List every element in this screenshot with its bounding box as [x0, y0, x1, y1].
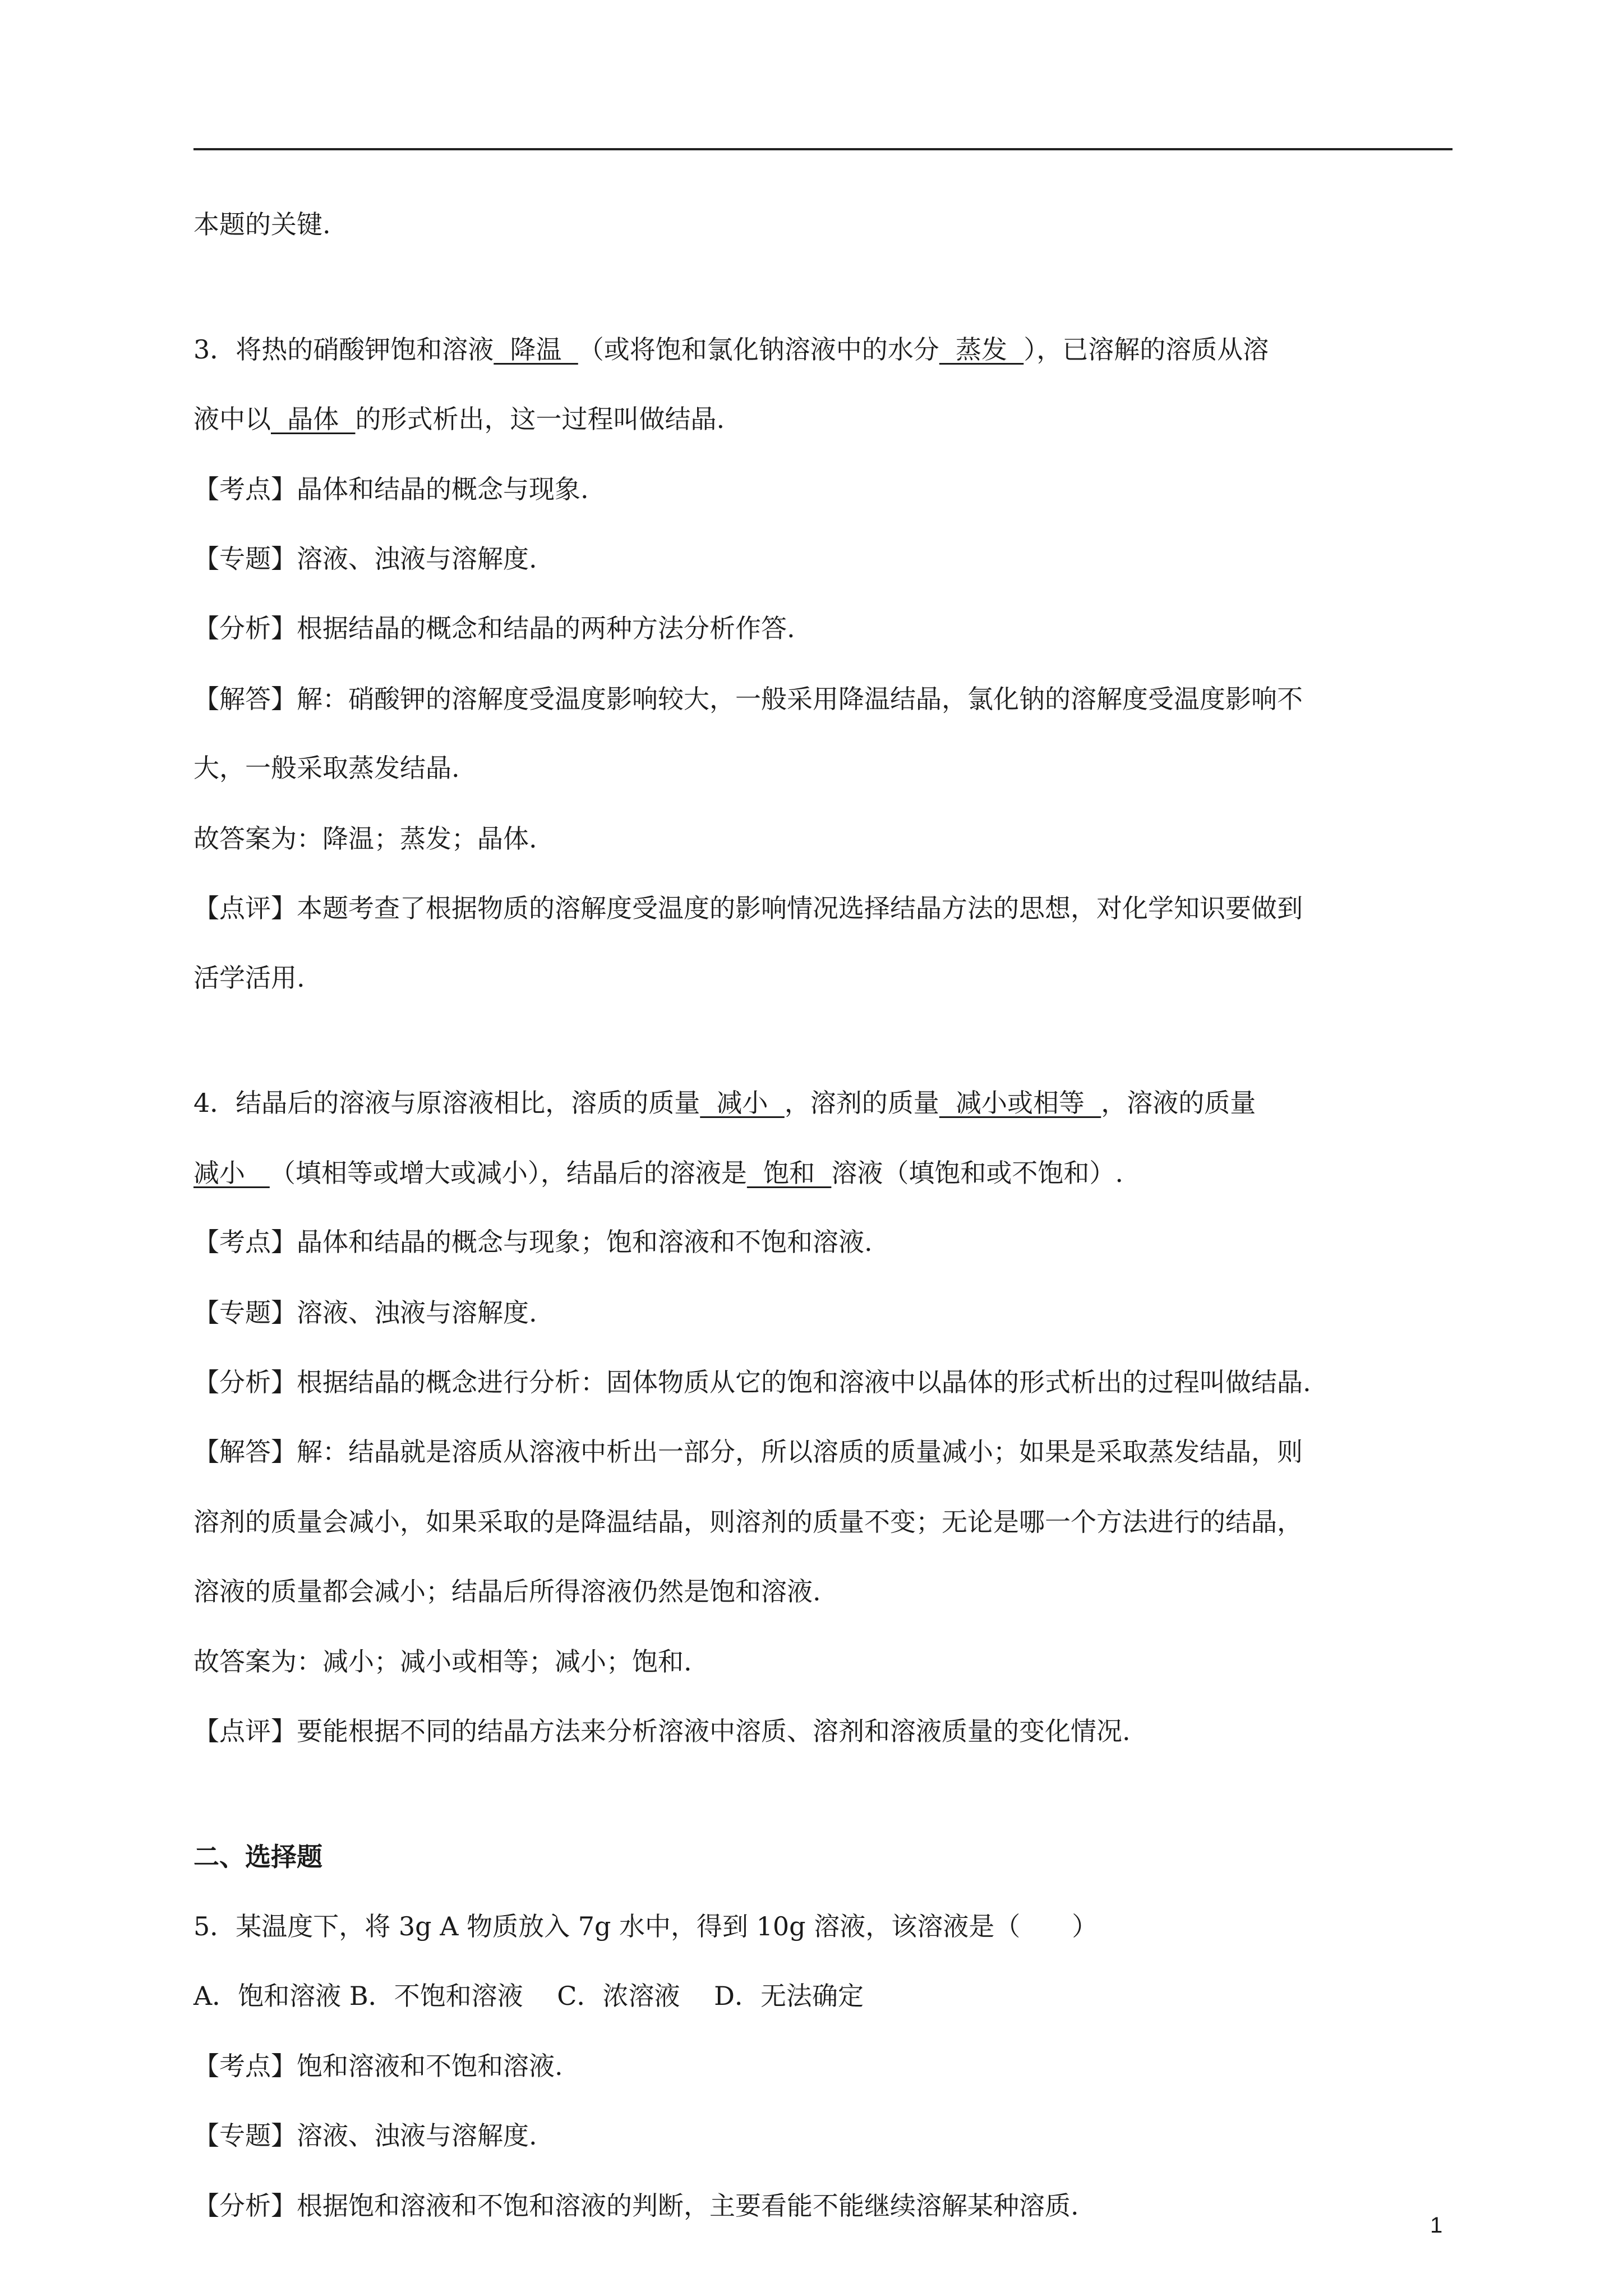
q3-zhuanti: 【专题】溶液、浊液与溶解度. [193, 544, 537, 574]
q3-dianping-line-1: 【点评】本题考查了根据物质的溶解度受温度的影响情况选择结晶方法的思想，对化学知识要做到 [193, 893, 1303, 923]
q3-dianping-line-2: 活学活用. [193, 963, 305, 993]
q4-jieda-line-2: 溶剂的质量会减小，如果采取的是降温结晶，则溶剂的质量不变；无论是哪一个方法进行的结晶， [193, 1507, 1303, 1537]
q4-jieda-line-3: 溶液的质量都会减小；结晶后所得溶液仍然是饱和溶液. [193, 1576, 821, 1607]
q3-blank-1: 降温 [494, 334, 578, 365]
q3-stem-text-4: 液中以 [193, 404, 271, 434]
q3-stem-text-2: （或将饱和氯化钠溶液中的水分 [578, 334, 939, 365]
q3-jieda-line-1: 【解答】解：硝酸钾的溶解度受温度影响较大，一般采用降温结晶，氯化钠的溶解度受温度影响不 [193, 684, 1303, 714]
q3-jieda-line-2: 大，一般采取蒸发结晶. [193, 753, 460, 783]
q4-stem-text-4: （填相等或增大或减小），结晶后的溶液是 [269, 1158, 747, 1188]
q4-blank-1: 减小 [700, 1088, 785, 1118]
q4-stem-text-1: 4．结晶后的溶液与原溶液相比，溶质的质量 [193, 1088, 700, 1118]
q4-stem-text-5: 溶液（填饱和或不饱和）. [831, 1158, 1123, 1188]
q4-blank-3: 减小 [193, 1158, 270, 1188]
q4-stem-line-2 [193, 1156, 1123, 1190]
q5-fenxi: 【分析】根据饱和溶液和不饱和溶液的判断，主要看能不能继续溶解某种溶质. [193, 2191, 1079, 2221]
q4-zhuanti: 【专题】溶液、浊液与溶解度. [193, 1297, 537, 1328]
q3-stem-text-1: 3．将热的硝酸钾饱和溶液 [193, 334, 494, 365]
q3-stem-text-5: 的形式析出，这一过程叫做结晶. [355, 404, 725, 434]
section-title: 二、选择题 [193, 1842, 322, 1872]
q4-fenxi: 【分析】根据结晶的概念进行分析：固体物质从它的饱和溶液中以晶体的形式析出的过程叫做结晶. [193, 1367, 1311, 1397]
q4-blank-2: 减小或相等 [939, 1088, 1101, 1118]
q5-kaodian: 【考点】饱和溶液和不饱和溶液. [193, 2051, 563, 2081]
q4-stem-line-1 [193, 1086, 1256, 1120]
q4-answer: 故答案为：减小；减小或相等；减小；饱和. [193, 1646, 692, 1677]
q5-stem: 5．某温度下，将 3g A 物质放入 7g 水中，得到 10g 溶液，该溶液是（ ） [193, 1911, 1098, 1941]
q5-zhuanti: 【专题】溶液、浊液与溶解度. [193, 2120, 537, 2151]
q5-options: A．饱和溶液 B．不饱和溶液 C．浓溶液 D．无法确定 [193, 1981, 864, 2011]
q3-blank-2: 蒸发 [939, 334, 1024, 365]
q4-jieda-line-1: 【解答】解：结晶就是溶质从溶液中析出一部分，所以溶质的质量减小；如果是采取蒸发结晶，则 [193, 1437, 1303, 1467]
q3-stem-text-3: ），已溶解的溶质从溶 [1023, 334, 1269, 365]
q4-stem-text-3: ，溶液的质量 [1101, 1088, 1256, 1118]
q3-kaodian: 【考点】晶体和结晶的概念与现象. [193, 474, 589, 504]
q4-kaodian: 【考点】晶体和结晶的概念与现象；饱和溶液和不饱和溶液. [193, 1227, 873, 1257]
header-rule [193, 148, 1453, 150]
q4-stem-text-2: ，溶剂的质量 [784, 1088, 939, 1118]
q4-blank-4: 饱和 [746, 1158, 832, 1188]
q3-answer: 故答案为：降温；蒸发；晶体. [193, 823, 537, 854]
q3-fenxi: 【分析】根据结晶的概念和结晶的两种方法分析作答. [193, 613, 795, 643]
prev-question-tail: 本题的关键. [193, 209, 331, 240]
q3-blank-3: 晶体 [271, 404, 356, 434]
page-number: 1 [1430, 2213, 1443, 2238]
q4-dianping: 【点评】要能根据不同的结晶方法来分析溶液中溶质、溶剂和溶液质量的变化情况. [193, 1716, 1131, 1746]
q3-stem-line-2 [193, 402, 725, 436]
q3-stem-line-1 [193, 333, 1269, 366]
